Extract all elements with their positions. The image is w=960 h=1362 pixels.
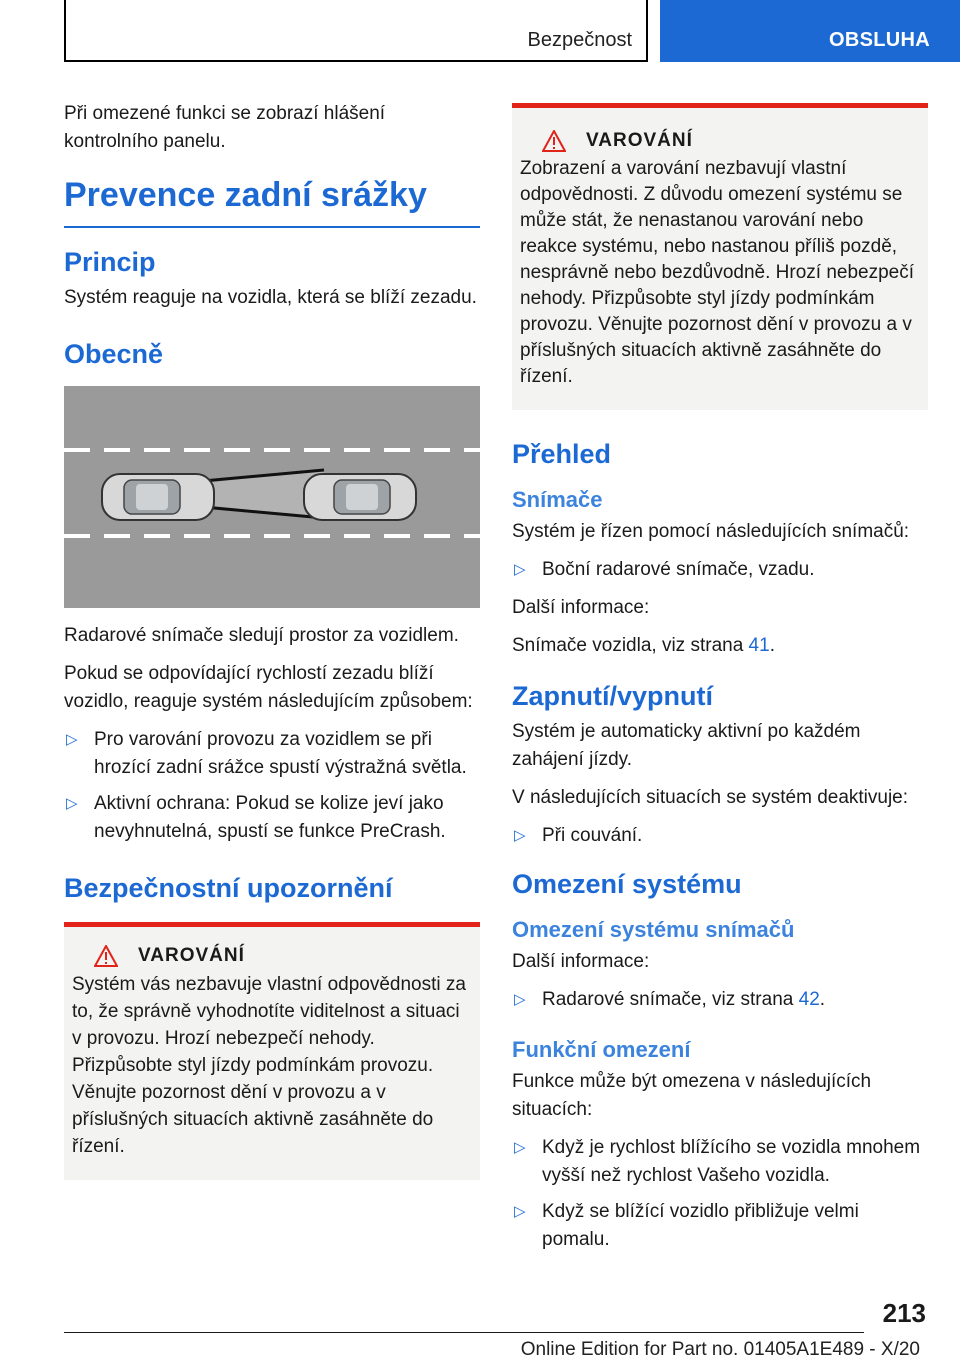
triangle-bullet-icon: ▷	[514, 991, 526, 1008]
list-item: ▷ Když je rychlost blížícího se vozidla mnohem vyšší než rychlost Vašeho vozidla.	[512, 1134, 928, 1190]
function-limits-heading: Funkční omezení	[512, 1037, 691, 1062]
triangle-bullet-icon: ▷	[514, 1139, 526, 1156]
triangle-bullet-icon: ▷	[514, 827, 526, 844]
reaction-list	[64, 726, 480, 846]
figure-caption: Radarové snímače sledují prostor za vozidlem.	[64, 625, 459, 646]
intro-text: Při omezené funkci se zobrazí hlášení kontrolního panelu.	[64, 103, 386, 152]
onoff-heading: Zapnutí/vypnutí	[512, 681, 713, 711]
overview-heading: Přehled	[512, 439, 612, 469]
deactivate-list	[512, 822, 928, 850]
footer-divider	[64, 1332, 864, 1333]
deactivate-text: V následujících situacích se systém deaktivuje:	[512, 787, 909, 808]
list-item: ▷ Boční radarové snímače, vzadu.	[512, 556, 928, 584]
left-column	[64, 100, 480, 1180]
function-limits-text: Funkce může být omezena v následujících situacích:	[512, 1071, 872, 1120]
own-car	[304, 474, 416, 520]
sensors-reference: Snímače vozidla, viz strana 41.	[512, 635, 775, 656]
page-number: 213	[882, 1298, 926, 1328]
approaching-car	[102, 474, 214, 520]
principle-text: Systém reaguje na vozidla, která se blíží zezadu.	[64, 287, 477, 308]
header-chapter-tab	[660, 0, 960, 62]
sensors-text: Systém je řízen pomocí následujících snímačů:	[512, 521, 910, 542]
list-item: ▷ Aktivní ochrana: Pokud se kolize jeví jako nevyhnutelná, spustí se funkce PreCrash.	[64, 790, 480, 846]
page-link-41[interactable]: 41	[748, 635, 770, 656]
warning-text: Zobrazení a varování nezbavují vlastní odpovědnosti. Z důvodu omezení systému se může stát, že nenastanou varování nebo reakce systému, nebo nastanou příliš pozdě, nesprávně nebo bezdůvodně. Hrozí nebezpečí nehody. Přizpůsobte styl jízdy podmínkám provozu. Věnujte pozornost dění v provozu a v příslušných situacích aktivně zasáhněte do řízení.	[520, 158, 914, 387]
triangle-bullet-icon: ▷	[66, 795, 78, 812]
sensor-limits-heading: Omezení systému snímačů	[512, 917, 795, 942]
warning-text: Systém vás nezbavuje vlastní odpovědnosti za to, že správně vyhodnotíte viditelnost a situaci v provozu. Hrozí nebezpečí nehody. Přizpůsobte styl jízdy podmínkám provozu. Věnujte pozornost dění v provozu a v příslušných situacích aktivně zasáhněte do řízení.	[72, 974, 466, 1157]
title-divider	[64, 226, 480, 228]
right-column	[512, 103, 928, 1264]
warning-box	[64, 922, 480, 1180]
more-info-label: Další informace:	[512, 597, 650, 618]
header-chapter-label: OBSLUHA	[829, 29, 930, 51]
list-item: ▷ Při couvání.	[512, 822, 928, 850]
page-title: Prevence zadní srážky	[64, 176, 427, 214]
sensors-heading: Snímače	[512, 487, 603, 512]
road-diagram	[64, 386, 480, 608]
onoff-text: Systém je automaticky aktivní po každém zahájení jízdy.	[512, 721, 861, 770]
warning-box	[512, 103, 928, 410]
list-item: ▷ Když se blížící vozidlo přibližuje velmi pomalu.	[512, 1198, 928, 1254]
limits-heading: Omezení systému	[512, 869, 742, 899]
sensors-list	[512, 556, 928, 584]
triangle-bullet-icon: ▷	[514, 561, 526, 578]
warning-title: VAROVÁNÍ	[138, 945, 245, 966]
header-section-tab	[64, 0, 648, 62]
warning-triangle-icon	[94, 945, 118, 967]
header-section-label: Bezpečnost	[527, 29, 632, 51]
page-link-42[interactable]: 42	[798, 989, 820, 1010]
more-info-label: Další informace:	[512, 951, 650, 972]
radar-ref-list	[512, 986, 928, 1014]
list-item: ▷ Pro varování provozu za vozidlem se při hrozící zadní srážce spustí výstražná světla.	[64, 726, 480, 782]
rear-radar-illustration	[64, 386, 480, 608]
principle-heading: Princip	[64, 247, 156, 277]
reaction-intro: Pokud se odpovídající rychlostí zezadu blíží vozidlo, reaguje systém následujícím způsobem:	[64, 663, 473, 712]
safety-heading: Bezpečnostní upozornění	[64, 873, 393, 903]
general-heading: Obecně	[64, 339, 164, 369]
triangle-bullet-icon: ▷	[514, 1203, 526, 1220]
warning-title: VAROVÁNÍ	[586, 130, 693, 151]
edition-text: Online Edition for Part no. 01405A1E489 - X/20	[520, 1339, 920, 1360]
list-item: ▷ Radarové snímače, viz strana 42.	[512, 986, 928, 1014]
warning-triangle-icon	[542, 130, 566, 152]
triangle-bullet-icon: ▷	[66, 731, 78, 748]
function-limits-list	[512, 1134, 928, 1254]
